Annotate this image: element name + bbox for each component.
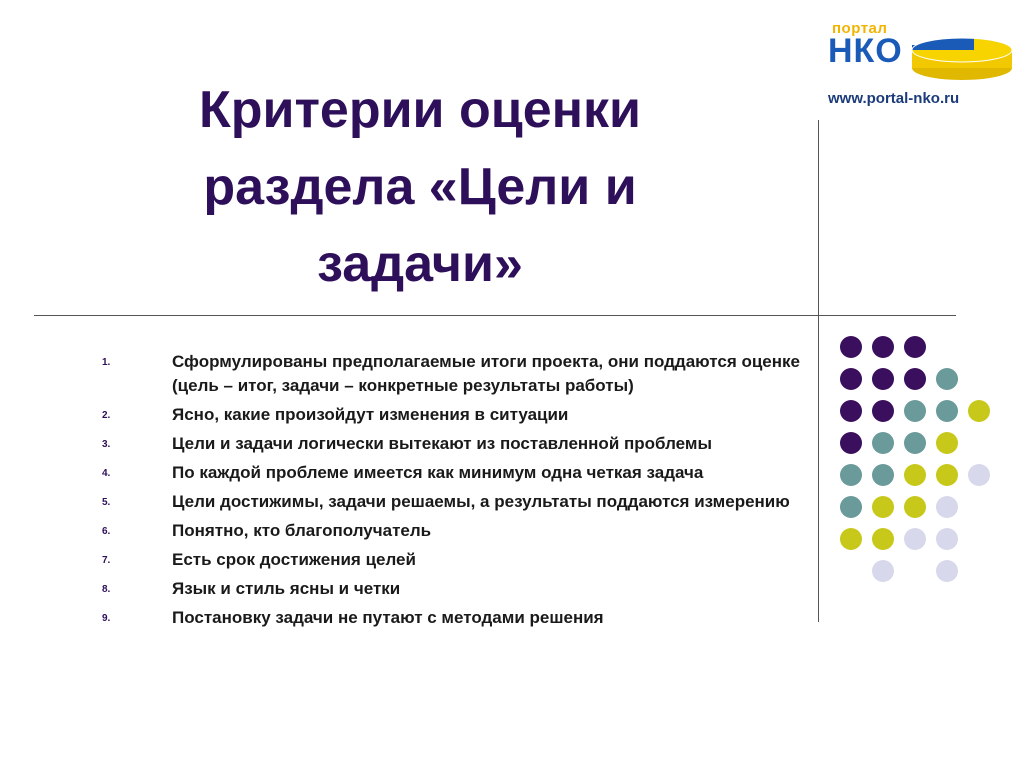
decorative-dot-yellow xyxy=(968,400,990,422)
decorative-dot-teal xyxy=(872,464,894,486)
list-item-text: Язык и стиль ясны и четки xyxy=(172,579,401,598)
decorative-dot-yellow xyxy=(936,464,958,486)
list-item xyxy=(100,461,800,485)
list-item-number: 8. xyxy=(102,584,111,595)
list-item xyxy=(100,432,800,456)
decorative-dot-purple xyxy=(904,336,926,358)
decorative-dot-teal xyxy=(840,496,862,518)
decorative-dot-lavender xyxy=(872,560,894,582)
decorative-dot-purple xyxy=(904,368,926,390)
list-item-text: Понятно, кто благополучатель xyxy=(172,521,432,540)
list-item xyxy=(100,519,800,543)
list-item xyxy=(100,577,800,601)
list-item-text: По каждой проблеме имеется как минимум одна четкая задача xyxy=(172,463,704,482)
decorative-dot-purple xyxy=(840,336,862,358)
decorative-dot-lavender xyxy=(968,464,990,486)
decorative-dot-teal xyxy=(936,368,958,390)
decorative-dot-lavender xyxy=(904,528,926,550)
logo-url: www.portal-nko.ru xyxy=(828,90,960,107)
decorative-dot-purple xyxy=(872,368,894,390)
list-item-number: 1. xyxy=(102,357,111,368)
list-item xyxy=(100,490,800,514)
list-item-text: Постановку задачи не путают с методами решения xyxy=(172,608,604,627)
list-item-number: 3. xyxy=(102,439,111,450)
decorative-dot-teal xyxy=(936,400,958,422)
list-item xyxy=(100,606,800,630)
portal-nko-logo xyxy=(824,12,1016,116)
decorative-dot-teal xyxy=(904,432,926,454)
decorative-dot-yellow xyxy=(840,528,862,550)
decorative-dot-lavender xyxy=(936,560,958,582)
list-item-number: 5. xyxy=(102,497,111,508)
decorative-dot-yellow xyxy=(904,496,926,518)
decorative-dot-lavender xyxy=(936,496,958,518)
vertical-divider xyxy=(818,120,819,622)
list-item xyxy=(100,350,800,398)
list-item-text: Есть срок достижения целей xyxy=(172,550,416,569)
criteria-list xyxy=(100,350,800,635)
list-item-number: 7. xyxy=(102,555,111,566)
list-item-number: 9. xyxy=(102,613,111,624)
list-item-number: 4. xyxy=(102,468,111,479)
decorative-dot-purple xyxy=(840,368,862,390)
decorative-dot-teal xyxy=(872,432,894,454)
decorative-dot-yellow xyxy=(872,528,894,550)
list-item xyxy=(100,548,800,572)
decorative-dot-teal xyxy=(904,400,926,422)
decorative-dot-yellow xyxy=(872,496,894,518)
logo-portal-label: портал xyxy=(832,20,888,37)
decorative-dot-purple xyxy=(840,400,862,422)
list-item-text: Ясно, какие произойдут изменения в ситуации xyxy=(172,405,569,424)
list-item-number: 6. xyxy=(102,526,111,537)
decorative-dot-teal xyxy=(840,464,862,486)
list-item xyxy=(100,403,800,427)
decorative-dot-purple xyxy=(840,432,862,454)
decorative-dot-yellow xyxy=(936,432,958,454)
list-item-text: Цели достижимы, задачи решаемы, а результаты поддаются измерению xyxy=(172,492,790,511)
decorative-dot-lavender xyxy=(936,528,958,550)
logo-brand: НКО xyxy=(828,32,903,70)
decorative-dot-purple xyxy=(872,400,894,422)
slide-title: Критерии оценки раздела «Цели и задачи» xyxy=(198,81,642,293)
list-item-text: Сформулированы предполагаемые итоги проекта, они поддаются оценке (цель – итог, задачи – конкретные результаты работы) xyxy=(172,352,800,395)
decorative-dot-purple xyxy=(872,336,894,358)
decorative-dot-yellow xyxy=(904,464,926,486)
list-item-text: Цели и задачи логически вытекают из поставленной проблемы xyxy=(172,434,713,453)
list-item-number: 2. xyxy=(102,410,111,421)
